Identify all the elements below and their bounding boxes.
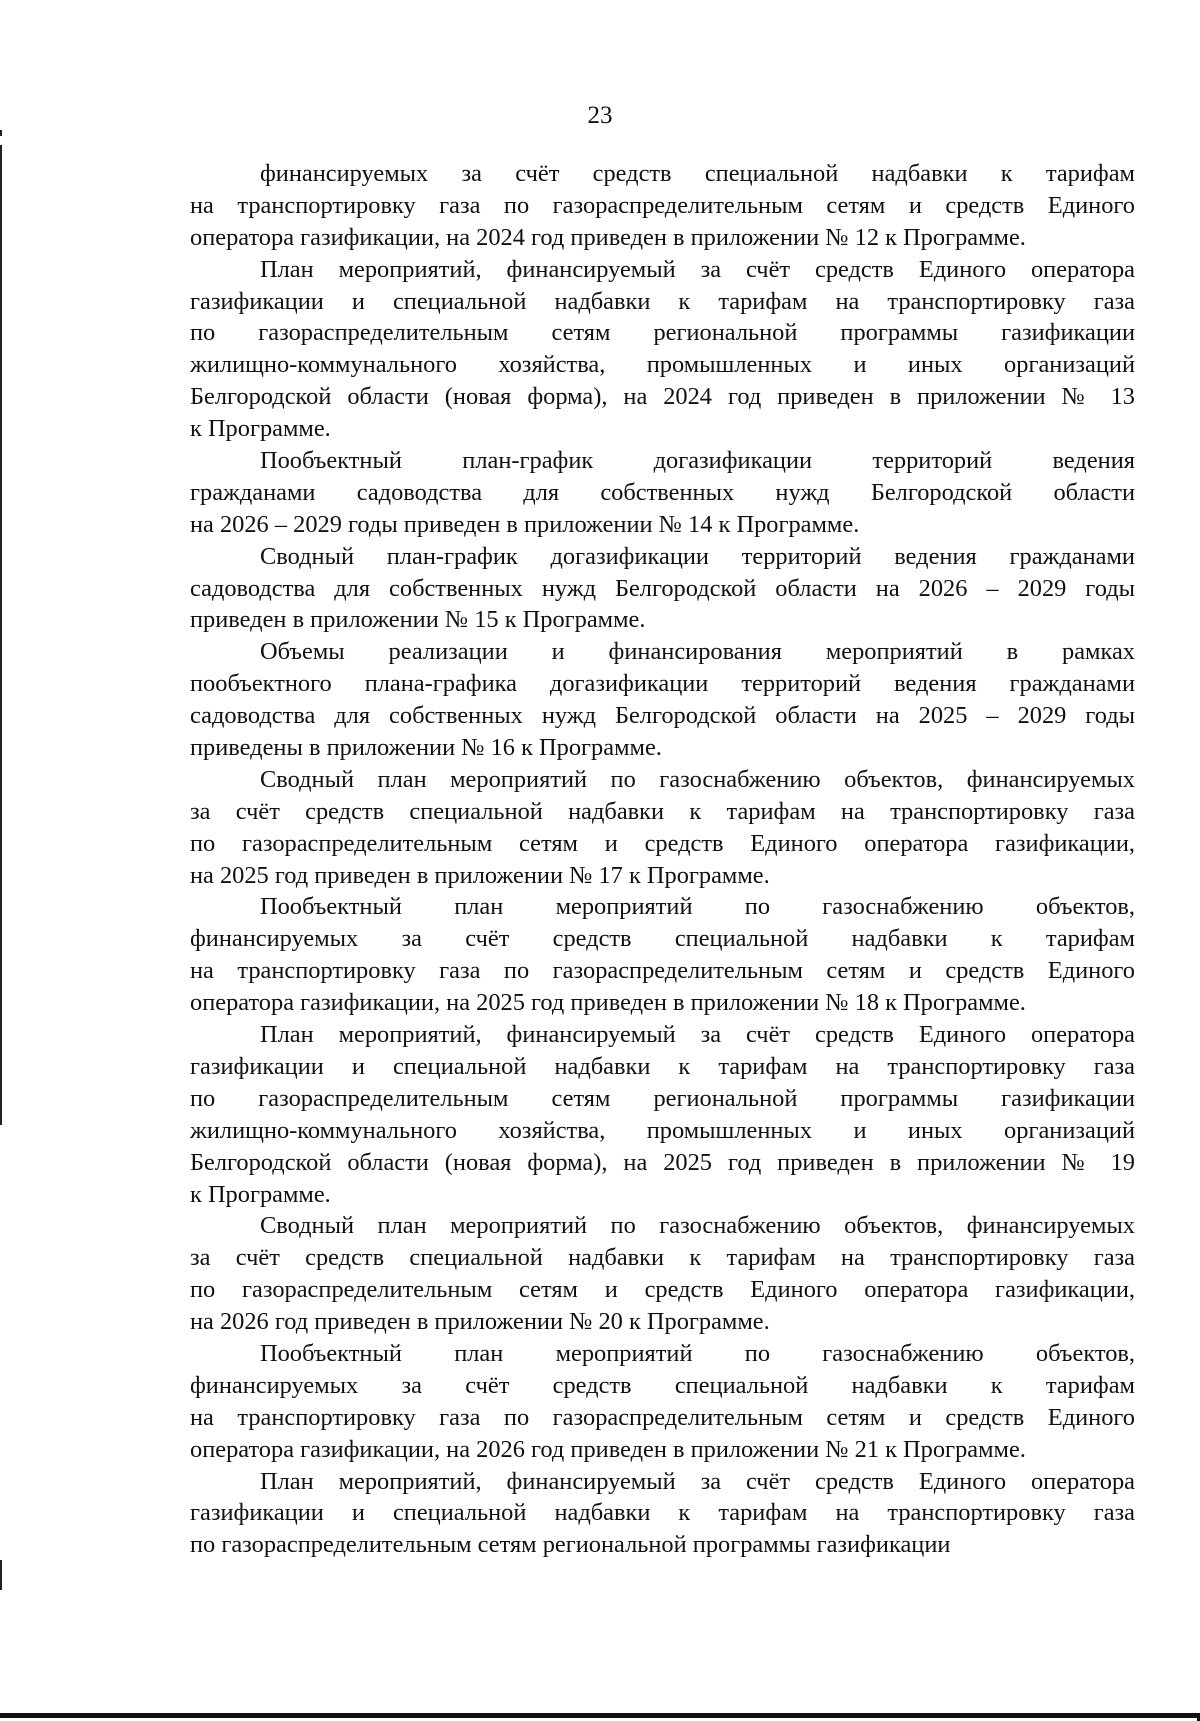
text-line: к Программе.	[190, 1180, 331, 1208]
text-line: пообъектного плана-графика догазификации территорий ведения гражданами	[190, 670, 1135, 698]
text-line: по газораспределительным сетям и средств Единого оператора газификации,	[190, 1276, 1135, 1304]
text-line: гражданами садоводства для собственных нужд Белгородской области	[190, 478, 1135, 506]
text-line: к Программе.	[190, 415, 331, 443]
text-line: по газораспределительным сетям региональной программы газификации	[190, 1084, 1135, 1112]
page-number: 23	[587, 102, 613, 129]
text-line: План мероприятий, финансируемый за счёт средств Единого оператора	[260, 255, 1135, 283]
text-line: на 2025 год приведен в приложении № 17 к Программе.	[190, 861, 770, 889]
text-line: газификации и специальной надбавки к тарифам на транспортировку газа	[190, 287, 1135, 315]
text-line: приведен в приложении № 15 к Программе.	[190, 606, 646, 634]
text-line: жилищно-коммунального хозяйства, промышленных и иных организаций	[190, 351, 1135, 379]
text-line: газификации и специальной надбавки к тарифам на транспортировку газа	[190, 1052, 1135, 1080]
text-line: по газораспределительным сетям и средств Единого оператора газификации,	[190, 829, 1135, 857]
text-line: садоводства для собственных нужд Белгородской области на 2025 – 2029 годы	[190, 702, 1135, 730]
text-line: финансируемых за счёт средств специальной надбавки к тарифам	[190, 1371, 1135, 1399]
text-line: на транспортировку газа по газораспределительным сетям и средств Единого	[190, 1403, 1135, 1431]
text-line: Белгородской области (новая форма), на 2025 год приведен в приложении № 19	[190, 1148, 1135, 1176]
text-line: на 2026 – 2029 годы приведен в приложении № 14 к Программе.	[190, 510, 860, 538]
text-line: на 2026 год приведен в приложении № 20 к Программе.	[190, 1308, 770, 1336]
text-line: Сводный план мероприятий по газоснабжению объектов, финансируемых	[260, 765, 1135, 793]
text-line: жилищно-коммунального хозяйства, промышленных и иных организаций	[190, 1116, 1135, 1144]
paragraph	[190, 764, 1135, 892]
text-line: по газораспределительным сетям региональной программы газификации	[190, 319, 1135, 347]
paragraph	[190, 1466, 1135, 1562]
text-line: за счёт средств специальной надбавки к тарифам на транспортировку газа	[190, 797, 1135, 825]
text-line: оператора газификации, на 2024 год приведен в приложении № 12 к Программе.	[190, 223, 1026, 251]
text-line: на транспортировку газа по газораспределительным сетям и средств Единого	[190, 957, 1135, 985]
paragraph	[190, 1338, 1135, 1466]
text-line: Сводный план-график догазификации территорий ведения гражданами	[260, 542, 1135, 570]
text-line: Белгородской области (новая форма), на 2024 год приведен в приложении № 13	[190, 383, 1135, 411]
paragraph	[190, 636, 1135, 764]
text-line: План мероприятий, финансируемый за счёт средств Единого оператора	[260, 1467, 1135, 1495]
scan-edge-mark	[0, 1560, 2, 1590]
text-line: на транспортировку газа по газораспределительным сетям и средств Единого	[190, 191, 1135, 219]
text-line: по газораспределительным сетям региональной программы газификации	[190, 1531, 951, 1559]
text-line: финансируемых за счёт средств специальной надбавки к тарифам	[190, 925, 1135, 953]
text-line: Пообъектный план мероприятий по газоснабжению объектов,	[260, 893, 1135, 921]
text-line: Пообъектный план мероприятий по газоснабжению объектов,	[260, 1339, 1135, 1367]
text-line: План мероприятий, финансируемый за счёт средств Единого оператора	[260, 1021, 1135, 1049]
text-line: Объемы реализации и финансирования мероприятий в рамках	[260, 638, 1135, 666]
paragraph	[190, 254, 1135, 445]
document-body	[190, 158, 1135, 1561]
text-line: за счёт средств специальной надбавки к тарифам на транспортировку газа	[190, 1244, 1135, 1272]
text-line: оператора газификации, на 2026 год приведен в приложении № 21 к Программе.	[190, 1435, 1026, 1463]
paragraph	[190, 445, 1135, 541]
text-line: газификации и специальной надбавки к тарифам на транспортировку газа	[190, 1499, 1135, 1527]
text-line: Пообъектный план-график догазификации территорий ведения	[260, 447, 1135, 475]
text-line: Сводный план мероприятий по газоснабжению объектов, финансируемых	[260, 1212, 1135, 1240]
text-line: финансируемых за счёт средств специальной надбавки к тарифам	[260, 160, 1135, 187]
paragraph	[190, 891, 1135, 1019]
paragraph	[190, 541, 1135, 637]
text-line: садоводства для собственных нужд Белгородской области на 2026 – 2029 годы	[190, 574, 1135, 602]
paragraph	[190, 1019, 1135, 1210]
text-line: приведены в приложении № 16 к Программе.	[190, 734, 662, 762]
paragraph	[190, 1210, 1135, 1338]
scan-bottom-edge	[0, 1713, 1200, 1718]
paragraph	[190, 158, 1135, 254]
scan-edge-mark	[0, 145, 2, 1125]
text-line: оператора газификации, на 2025 год приведен в приложении № 18 к Программе.	[190, 989, 1026, 1017]
